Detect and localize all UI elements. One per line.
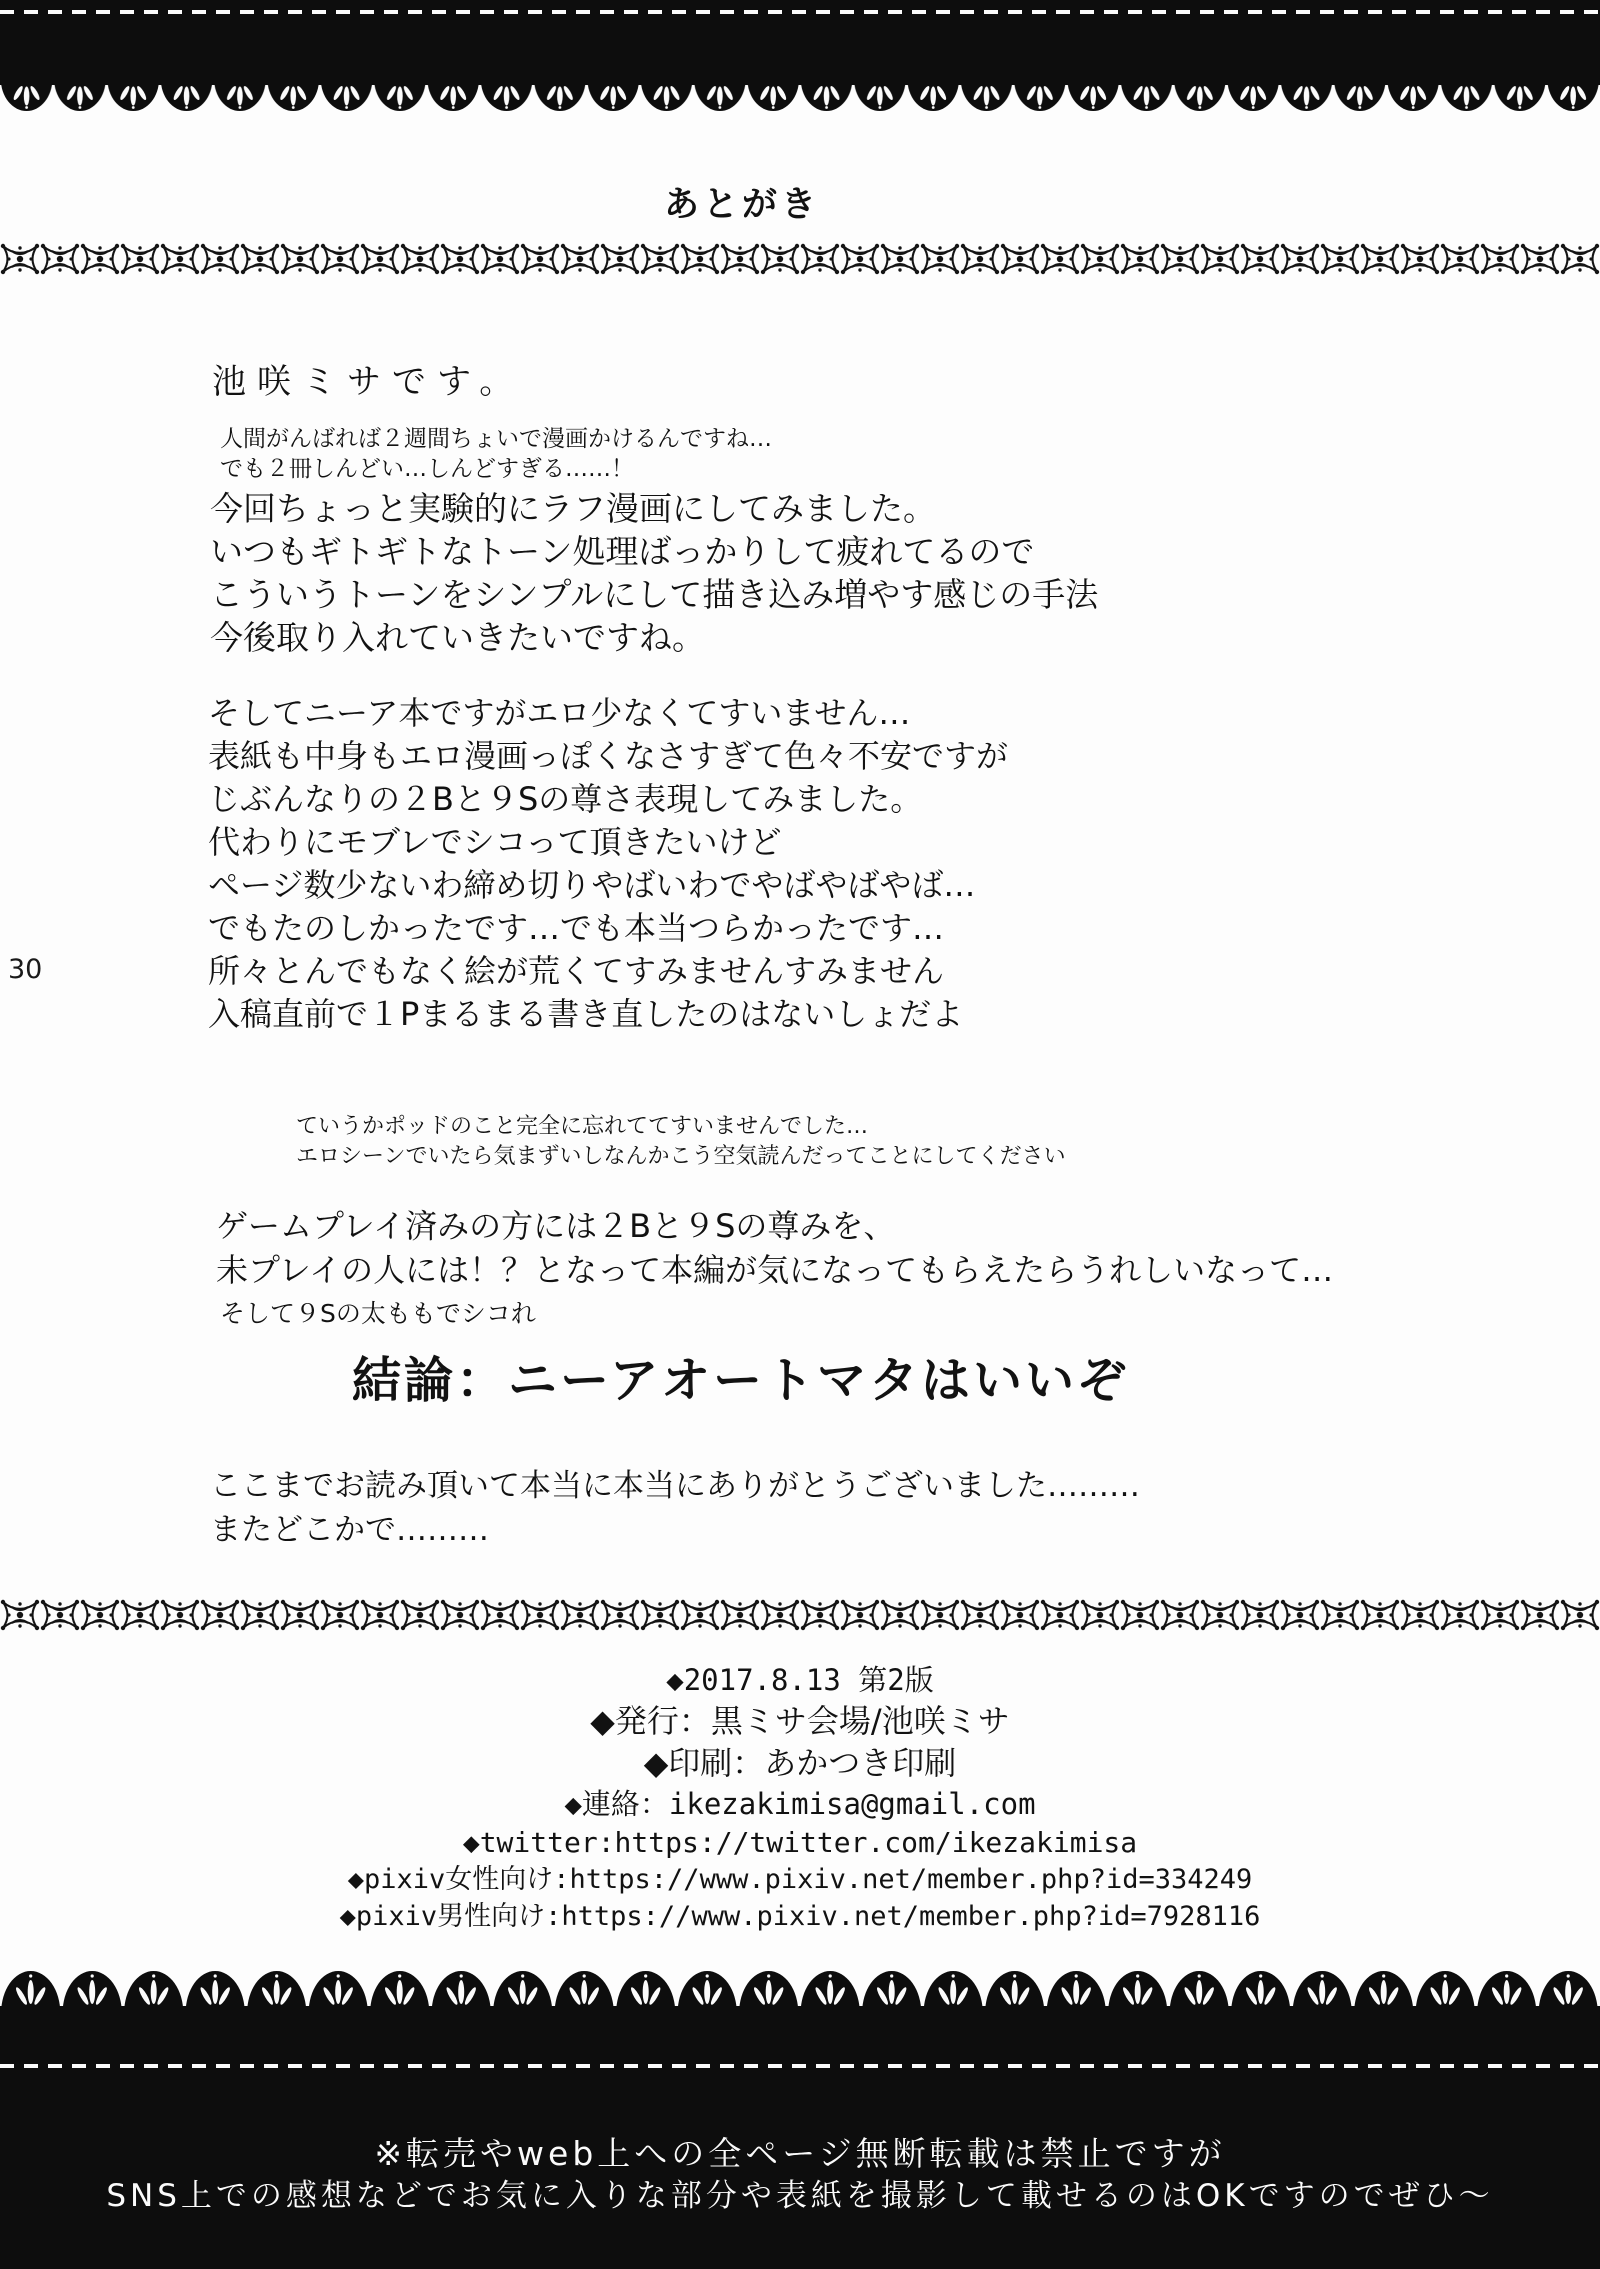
body-line: ここまでお読み頂いて本当に本当にありがとうございました……… — [210, 1468, 1140, 1504]
colophon-contact-email: ◆連絡：ikezakimisa@gmail.com — [564, 1787, 1036, 1821]
body-line: 入稿直前で１Pまるまる書き直したのはないしょだよ — [208, 995, 964, 1033]
body-line: 表紙も中身もエロ漫画っぽくなさすぎて色々不安ですが — [208, 737, 1009, 775]
body-line: じぶんなりの２Bと９Sの尊さ表現してみました。 — [208, 780, 923, 818]
body-line: いつもギトギトなトーン処理ばっかりして疲れてるので — [210, 532, 1035, 571]
colophon-publisher: ◆発行：黒ミサ会場/池咲ミサ — [590, 1702, 1010, 1740]
page-title: あとがき — [664, 185, 821, 226]
body-line: エロシーンでいたら気まずいしなんかこう空気読んだってことにしてください — [296, 1144, 1066, 1169]
body-line: ていうかポッドのこと完全に忘れててすいませんでした… — [296, 1114, 869, 1139]
ornament-divider-top — [0, 242, 1600, 276]
bottom-lace-border — [0, 1968, 1600, 2014]
body-line: でもたのしかったです…でも本当つらかったです… — [208, 909, 945, 947]
page-number: 30 — [8, 954, 43, 985]
body-line: 未プレイの人には！？となって本編が気になってもらえたらうれしいなって… — [216, 1251, 1334, 1289]
footer-notice-line1: ※転売やweb上への全ページ無断転載は禁止ですが — [374, 2134, 1226, 2173]
colophon-pixiv-male-url: ◆pixiv男性向け:https://www.pixiv.net/member.php?id=7928116 — [339, 1901, 1261, 1932]
body-line: またどこかで……… — [210, 1512, 489, 1548]
aside-note-block — [296, 1112, 1066, 1172]
paragraph-players — [216, 1204, 1333, 1292]
paragraph-players-note: そして９Sの太ももでシコれ — [220, 1299, 536, 1328]
body-line: 人間がんばれば２週間ちょいで漫画かけるんですね… — [220, 426, 772, 452]
footer-notice-line2: SNS上での感想などでお気に入りな部分や表紙を撮影して載せるのはOKですのでぜひ〜 — [106, 2178, 1494, 2214]
conclusion-line: 結論：ニーアオートマタはいいぞ — [352, 1352, 1130, 1409]
body-line: ページ数少ないわ締め切りやばいわでやばやばやば… — [208, 866, 976, 904]
body-line: 所々とんでもなく絵が荒くてすみませんすみません — [208, 952, 945, 990]
top-dashed-line — [0, 10, 1600, 14]
colophon-printer: ◆印刷：あかつき印刷 — [643, 1744, 957, 1782]
paragraph-experiment — [210, 487, 1098, 659]
body-line: こういうトーンをシンプルにして描き込み増やす感じの手法 — [210, 575, 1099, 614]
body-line: ゲームプレイ済みの方には２Bと９Sの尊みを、 — [216, 1207, 896, 1245]
colophon-pixiv-female-url: ◆pixiv女性向け:https://www.pixiv.net/member.php?id=334249 — [347, 1864, 1253, 1895]
body-line: 今回ちょっと実験的にラフ漫画にしてみました。 — [210, 489, 936, 528]
colophon — [0, 1660, 1600, 1935]
ornament-divider-bottom — [0, 1598, 1600, 1632]
colophon-edition: ◆2017.8.13 第2版 — [666, 1663, 934, 1697]
greeting-line: 池咲ミサです。 — [212, 362, 525, 402]
bottom-dashed-line — [0, 2064, 1600, 2068]
top-lace-border — [0, 78, 1600, 114]
colophon-twitter-url: ◆twitter:https://twitter.com/ikezakimisa — [462, 1826, 1138, 1859]
body-line: 代わりにモブレでシコって頂きたいけど — [208, 823, 782, 861]
body-line: でも２冊しんどい…しんどすぎる……！ — [220, 456, 634, 482]
paragraph-nier-book — [208, 692, 1008, 1036]
small-note-block — [220, 424, 772, 484]
body-line: そしてニーア本ですがエロ少なくてすいません… — [208, 694, 911, 732]
body-line: 今後取り入れていきたいですね。 — [210, 618, 705, 657]
closing-thanks-block — [210, 1464, 1140, 1552]
